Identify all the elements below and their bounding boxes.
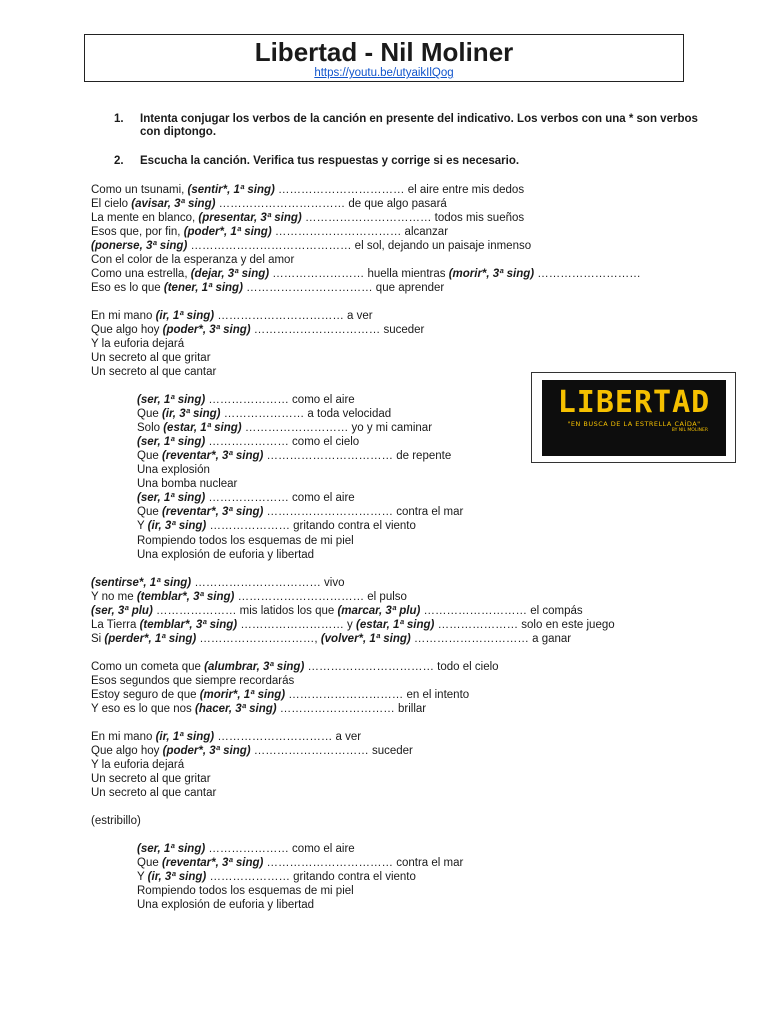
lyric-text: El cielo <box>91 198 132 211</box>
album-cover-art <box>542 380 726 456</box>
verb-prompt: (reventar*, 3ª sing) <box>161 506 264 519</box>
verb-prompt: (poder*, 3ª sing) <box>162 324 251 337</box>
lyric-line <box>91 365 216 379</box>
lyric-line <box>91 576 344 590</box>
lyric-text: …………………………… contra el mar <box>263 506 464 519</box>
lyric-text: Un secreto al que gritar <box>91 772 211 785</box>
lyric-line <box>137 534 354 548</box>
lyric-text: Que algo hoy <box>91 324 163 337</box>
lyric-line <box>91 604 583 618</box>
lyric-text: Eso es lo que <box>91 282 164 295</box>
lyric-text: Que <box>137 506 162 519</box>
lyric-text: Y la euforia dejará <box>91 758 185 771</box>
lyric-line <box>91 702 426 716</box>
lyric-text: Una bomba nuclear <box>137 478 238 491</box>
verb-prompt: (alumbrar, 3ª sing) <box>204 660 305 673</box>
lyric-text: (estribillo) <box>91 814 141 827</box>
lyric-line <box>137 884 354 898</box>
lyric-line <box>91 183 524 197</box>
lyric-line <box>137 870 416 884</box>
lyric-text: ………………………… brillar <box>276 702 427 715</box>
lyric-text: Esos segundos que siempre recordarás <box>91 674 295 687</box>
verb-prompt: (sentirse*, 1ª sing) <box>91 576 192 589</box>
lyric-line <box>91 772 211 786</box>
verb-prompt: (ir, 3ª sing) <box>161 408 221 421</box>
lyric-line <box>137 491 355 505</box>
lyric-text: Solo <box>137 422 164 435</box>
lyric-text: Rompiendo todos los esquemas de mi piel <box>137 885 354 897</box>
lyric-line <box>137 393 355 407</box>
verb-prompt: (marcar, 3ª plu) <box>337 604 421 617</box>
verb-prompt: (hacer, 3ª sing) <box>195 702 277 715</box>
verb-prompt: (poder*, 3ª sing) <box>162 744 251 757</box>
lyric-line <box>137 842 355 856</box>
lyric-text: ………………… solo en este juego <box>434 618 615 631</box>
lyric-text: …………………………… el aire entre mis dedos <box>274 184 525 196</box>
lyric-line <box>91 758 184 772</box>
lyric-text: Y <box>137 520 148 533</box>
lyric-text: …………………………… de que algo pasará <box>215 198 447 211</box>
lyric-text: ……………………… yo y mi caminar <box>241 422 433 435</box>
lyric-line <box>91 814 141 828</box>
verb-prompt: (presentar, 3ª sing) <box>198 212 302 225</box>
lyric-text: Rompiendo todos los esquemas de mi piel <box>137 534 354 547</box>
lyric-line <box>91 239 531 253</box>
lyric-line <box>91 351 211 365</box>
instruction-text: Escucha la canción. Verifica tus respuestas y corrige si es necesario. <box>140 155 520 167</box>
instruction-text: Intenta conjugar los verbos de la canción en presente del indicativo. Los verbos con una * son verbos con diptongo. <box>140 113 698 138</box>
lyric-text: ………………… como el aire <box>205 842 355 855</box>
instruction-number: 1. <box>114 113 124 125</box>
lyric-line <box>91 197 447 211</box>
lyric-text: …………………………… a ver <box>214 310 373 323</box>
lyric-text: Que <box>137 856 162 869</box>
page-title: Libertad - Nil Moliner <box>254 37 514 67</box>
lyric-text: Que <box>137 408 162 421</box>
verb-prompt: (ser, 1ª sing) <box>137 394 206 407</box>
lyric-text: Un secreto al que cantar <box>91 786 217 799</box>
album-artist: BY NIL MOLINER <box>671 428 708 433</box>
lyric-text: Estoy seguro de que <box>91 688 200 701</box>
lyric-line <box>91 660 499 674</box>
verb-prompt: (temblar*, 3ª sing) <box>139 618 238 631</box>
verb-prompt: (volver*, 1ª sing) <box>320 632 411 645</box>
lyric-line <box>137 548 314 562</box>
verb-prompt: (poder*, 1ª sing) <box>183 226 272 239</box>
verb-prompt: (tener, 1ª sing) <box>163 282 243 295</box>
lyric-text: ………………………… suceder <box>250 744 413 757</box>
lyric-text: Como una estrella, <box>91 268 191 281</box>
youtube-link[interactable]: https://youtu.be/utyaikIlQog <box>314 67 454 79</box>
lyric-text: La mente en blanco, <box>91 212 199 225</box>
lyric-text: En mi mano <box>91 310 156 323</box>
lyric-text: …………………………… todo el cielo <box>304 660 499 673</box>
lyric-text: Una explosión de euforia y libertad <box>137 548 315 561</box>
lyric-text: …………………………… alcanzar <box>271 226 449 239</box>
lyric-text: ………………………… a ver <box>214 730 362 743</box>
lyric-text: Y <box>137 870 148 883</box>
lyric-line <box>137 463 210 477</box>
verb-prompt: (ponerse, 3ª sing) <box>91 240 188 253</box>
lyric-text: Una explosión <box>137 464 210 477</box>
lyric-text: ………………………… en el intento <box>285 688 470 701</box>
lyric-text: Como un tsunami, <box>91 184 188 196</box>
lyric-line <box>91 281 444 295</box>
verb-prompt: (estar, 1ª sing) <box>163 422 242 435</box>
lyric-text: Esos que, por fin, <box>91 226 184 239</box>
lyric-text: …………………………, <box>196 632 321 645</box>
lyric-line <box>91 674 294 688</box>
lyric-line <box>91 225 448 239</box>
lyric-text: En mi mano <box>91 730 156 743</box>
lyric-line <box>91 309 373 323</box>
verb-prompt: (sentir*, 1ª sing) <box>187 184 275 196</box>
lyric-line <box>91 211 524 225</box>
verb-prompt: (ir, 3ª sing) <box>147 870 207 883</box>
lyric-line <box>137 407 391 421</box>
lyric-line <box>137 856 463 870</box>
lyric-text: Que <box>137 450 162 463</box>
lyric-line <box>137 477 237 491</box>
lyric-text: Un secreto al que gritar <box>91 352 211 365</box>
lyric-text: ……………………… el compás <box>420 604 583 617</box>
verb-prompt: (ser, 1ª sing) <box>137 436 206 449</box>
lyric-line <box>137 449 451 463</box>
lyric-line <box>91 786 216 800</box>
lyric-text: …………………………… todos mis sueños <box>301 212 525 225</box>
lyric-text: ………………………… a ganar <box>410 632 572 645</box>
verb-prompt: (estar, 1ª sing) <box>355 618 435 631</box>
lyric-text: ………………… mis latidos los que <box>152 604 338 617</box>
title-box <box>84 34 684 82</box>
lyric-text: Si <box>91 632 105 645</box>
verb-prompt: (ir, 1ª sing) <box>155 310 215 323</box>
lyric-line <box>137 421 432 435</box>
lyric-text: Un secreto al que cantar <box>91 366 217 379</box>
instruction-number: 2. <box>114 155 124 167</box>
verb-prompt: (morir*, 3ª sing) <box>448 268 535 281</box>
lyric-text: ………………… a toda velocidad <box>220 408 392 421</box>
verb-prompt: (ser, 1ª sing) <box>137 842 206 855</box>
verb-prompt: (perder*, 1ª sing) <box>104 632 197 645</box>
lyric-text: Una explosión de euforia y libertad <box>137 899 315 912</box>
lyric-text: …………………………… vivo <box>191 576 345 589</box>
lyric-text: La Tierra <box>91 618 140 631</box>
lyric-line <box>91 632 571 646</box>
lyric-line <box>91 744 413 758</box>
lyric-line <box>91 618 615 632</box>
lyric-text: ……………………… y <box>237 618 356 631</box>
lyric-text: ………………… gritando contra el viento <box>206 520 416 533</box>
verb-prompt: (temblar*, 3ª sing) <box>136 590 235 603</box>
album-title: LIBERTAD <box>557 385 711 420</box>
lyric-line <box>91 337 184 351</box>
lyric-text: …………………………… contra el mar <box>263 856 464 869</box>
verb-prompt: (ser, 3ª plu) <box>91 604 153 617</box>
lyric-text: …………………………… suceder <box>250 324 425 337</box>
lyric-line <box>91 323 424 337</box>
lyric-line <box>137 519 416 533</box>
lyric-line <box>137 435 359 449</box>
lyric-text: Con el color de la esperanza y del amor <box>91 254 295 267</box>
lyric-text: ………………… como el aire <box>205 394 355 407</box>
lyric-text: …………………………… el pulso <box>234 590 407 603</box>
album-cover <box>531 372 736 463</box>
lyric-text: ……………………… <box>534 268 641 281</box>
lyric-text: Y no me <box>91 590 137 603</box>
lyric-text: …………………………………… el sol, dejando un paisaje inmenso <box>187 240 532 253</box>
lyric-line <box>91 253 294 267</box>
verb-prompt: (reventar*, 3ª sing) <box>161 856 264 869</box>
lyric-text: …………………… huella mientras <box>269 268 449 281</box>
verb-prompt: (reventar*, 3ª sing) <box>161 450 264 463</box>
verb-prompt: (ir, 1ª sing) <box>155 730 215 743</box>
lyric-text: ………………… gritando contra el viento <box>206 870 416 883</box>
lyric-text: ………………… como el cielo <box>205 436 360 449</box>
lyric-line <box>91 688 469 702</box>
lyric-text: …………………………… de repente <box>263 450 452 463</box>
lyric-line <box>91 267 641 281</box>
lyric-line <box>137 505 463 519</box>
lyric-text: Que algo hoy <box>91 744 163 757</box>
album-subtitle: "EN BUSCA DE LA ESTRELLA CAÍDA" <box>567 420 701 428</box>
lyric-text: Y eso es lo que nos <box>91 702 195 715</box>
lyric-text: Como un cometa que <box>91 660 205 673</box>
verb-prompt: (avisar, 3ª sing) <box>131 198 216 211</box>
lyric-line <box>91 730 361 744</box>
verb-prompt: (ir, 3ª sing) <box>147 520 207 533</box>
verb-prompt: (morir*, 1ª sing) <box>199 688 286 701</box>
verb-prompt: (ser, 1ª sing) <box>137 492 206 505</box>
lyric-text: ………………… como el aire <box>205 492 355 505</box>
verb-prompt: (dejar, 3ª sing) <box>190 268 270 281</box>
lyric-line <box>137 898 314 912</box>
lyric-text: Y la euforia dejará <box>91 338 185 351</box>
lyric-text: …………………………… que aprender <box>242 282 445 295</box>
lyric-line <box>91 590 407 604</box>
